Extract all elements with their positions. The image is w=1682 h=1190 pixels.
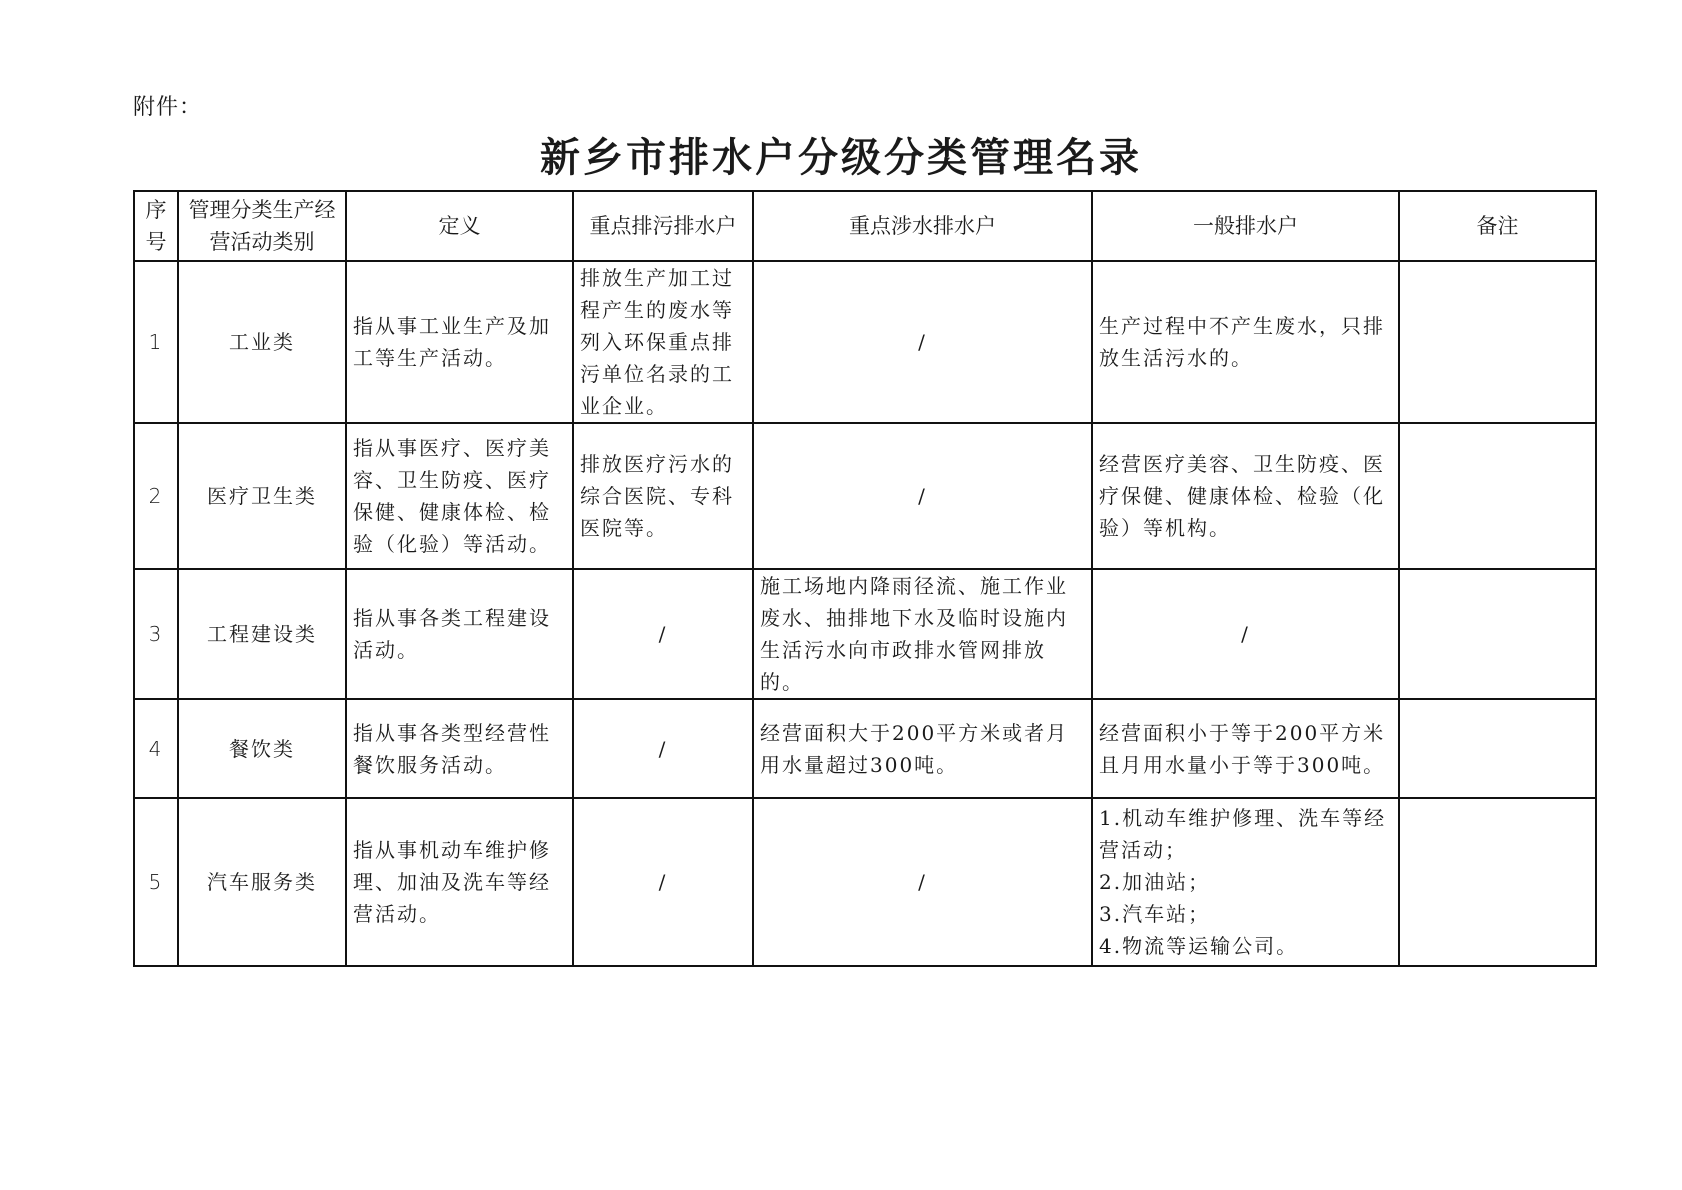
row-category: 工程建设类 [178, 569, 346, 699]
row-remarks [1399, 423, 1596, 569]
drainage-registry-table [133, 190, 1597, 967]
row-category: 医疗卫生类 [178, 423, 346, 569]
row-remarks [1399, 569, 1596, 699]
row-key-water: 施工场地内降雨径流、施工作业废水、抽排地下水及临时设施内生活污水向市政排水管网排放的。 [753, 569, 1092, 699]
row-key-pollutant: 排放医疗污水的综合医院、专科医院等。 [573, 423, 753, 569]
row-seq: 2 [134, 423, 178, 569]
row-key-water: / [753, 261, 1092, 423]
row-definition: 指从事机动车维护修理、加油及洗车等经营活动。 [346, 798, 573, 966]
attachment-label: 附件： [133, 95, 203, 120]
row-seq: 1 [134, 261, 178, 423]
row-seq: 3 [134, 569, 178, 699]
table-row [134, 423, 1596, 569]
table-header-row [134, 191, 1596, 261]
document-title: 新乡市排水户分级分类管理名录 [540, 135, 1142, 181]
row-general [1092, 798, 1399, 966]
table-row [134, 569, 1596, 699]
row-category: 餐饮类 [178, 699, 346, 798]
general-line: 3.汽车站； [1099, 902, 1211, 926]
row-general: / [1092, 569, 1399, 699]
general-line: 4.物流等运输公司。 [1099, 934, 1299, 958]
row-key-pollutant: 排放生产加工过程产生的废水等列入环保重点排污单位名录的工业企业。 [573, 261, 753, 423]
row-category: 汽车服务类 [178, 798, 346, 966]
row-definition: 指从事工业生产及加工等生产活动。 [346, 261, 573, 423]
row-remarks [1399, 261, 1596, 423]
general-line: 2.加油站； [1099, 870, 1211, 894]
row-key-pollutant: / [573, 798, 753, 966]
row-general: 经营面积小于等于200平方米且月用水量小于等于300吨。 [1092, 699, 1399, 798]
general-line: 1.机动车维护修理、洗车等经营活动； [1099, 806, 1387, 862]
table-row [134, 699, 1596, 798]
row-key-water: / [753, 798, 1092, 966]
row-general: 生产过程中不产生废水，只排放生活污水的。 [1092, 261, 1399, 423]
table-row [134, 261, 1596, 423]
row-definition: 指从事医疗、医疗美容、卫生防疫、医疗保健、健康体检、检验（化验）等活动。 [346, 423, 573, 569]
row-general: 经营医疗美容、卫生防疫、医疗保健、健康体检、检验（化验）等机构。 [1092, 423, 1399, 569]
row-definition: 指从事各类型经营性餐饮服务活动。 [346, 699, 573, 798]
row-definition: 指从事各类工程建设活动。 [346, 569, 573, 699]
row-key-pollutant: / [573, 569, 753, 699]
header-category: 管理分类生产经营活动类别 [178, 191, 346, 261]
header-remarks: 备注 [1399, 191, 1596, 261]
header-definition: 定义 [346, 191, 573, 261]
header-key-water: 重点涉水排水户 [753, 191, 1092, 261]
row-seq: 5 [134, 798, 178, 966]
table-row [134, 798, 1596, 966]
row-key-water: 经营面积大于200平方米或者月用水量超过300吨。 [753, 699, 1092, 798]
row-key-water: / [753, 423, 1092, 569]
header-general: 一般排水户 [1092, 191, 1399, 261]
row-seq: 4 [134, 699, 178, 798]
row-category: 工业类 [178, 261, 346, 423]
header-key-pollutant: 重点排污排水户 [573, 191, 753, 261]
row-remarks [1399, 699, 1596, 798]
row-key-pollutant: / [573, 699, 753, 798]
row-remarks [1399, 798, 1596, 966]
header-seq: 序号 [134, 191, 178, 261]
